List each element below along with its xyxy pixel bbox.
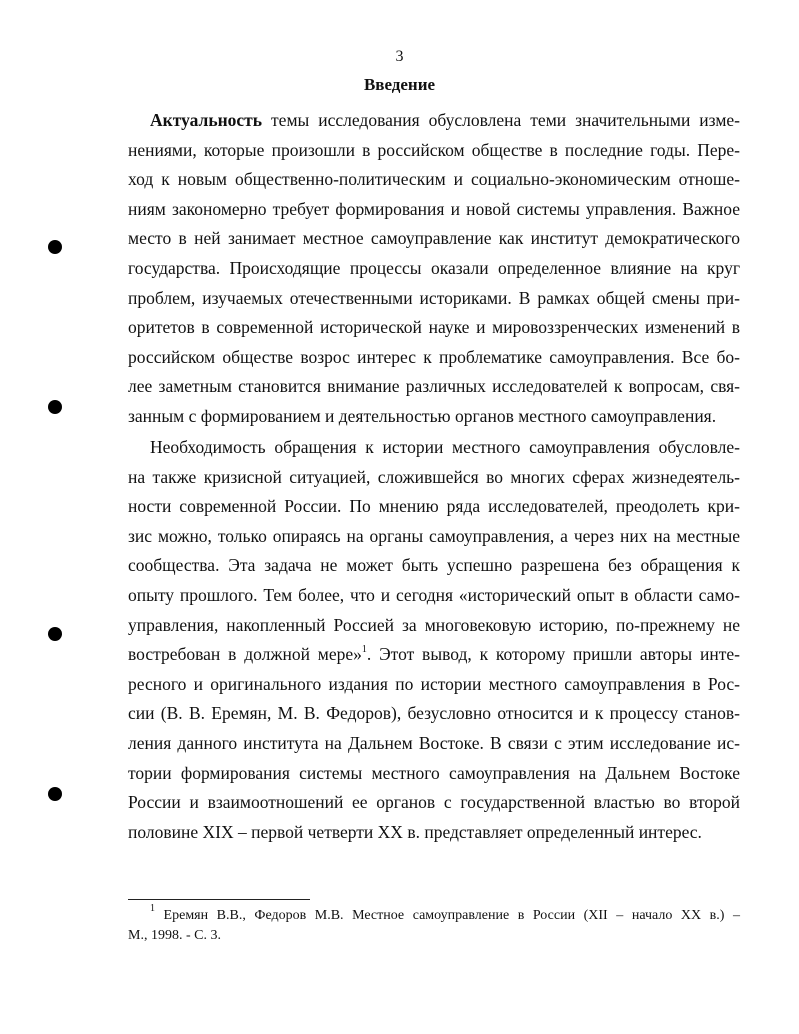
text-line: России и взаимоотношений ее органов с государственной властью во второй [128, 792, 740, 813]
text-line: управления, накопленный Россией за многовековую историю, по-прежнему не [128, 614, 740, 635]
text-line: ресного и оригинального издания по истории местного самоуправления в Рос- [128, 673, 740, 694]
text-line: сообщества. Эта задача не может быть успешно разрешена без обращения к [128, 555, 740, 576]
paragraph-necessity [128, 433, 740, 847]
text-line: ности современной России. По мнению ряда исследователей, преодолеть кри- [128, 496, 740, 517]
text-line: российском обществе возрос интерес к проблематике самоуправления. Все бо- [128, 346, 740, 367]
text-line: востребован в должной мере»$^1$. Этот вывод, к которому пришли авторы инте- [128, 644, 740, 665]
text-line: на также кризисной ситуацией, сложившейся во многих сферах жизнедеятель- [128, 466, 740, 487]
text-line: Актуальность темы исследования обусловлена теми значительными изме- [150, 110, 740, 130]
text-line: ления данного института на Дальнем Востоке. В связи с этим исследование ис- [128, 732, 740, 753]
text-line: Необходимость обращения к истории местного самоуправления обусловле- [150, 437, 740, 457]
footnote [128, 903, 740, 946]
text-line: половине XIX – первой четверти XX в. представляет определенный интерес. [128, 821, 702, 842]
text-line: сии (В. В. Еремян, М. В. Федоров), безусловно относится и к процессу станов- [128, 703, 740, 724]
section-heading: Введение [363, 75, 436, 94]
footnote-line: $^1$ Еремян В.В., Федоров М.В. Местное самоуправление в России (XII – начало XX в.) – [150, 903, 740, 923]
page-number: 3 [395, 48, 404, 65]
text-line: проблем, изучаемых отечественными историками. В рамках общей смены при- [128, 287, 740, 308]
text-line: опыту прошлого. Тем более, что и сегодня «исторический опыт в области само- [128, 584, 740, 605]
footnote-separator [128, 899, 310, 900]
text-line: зис можно, только опираясь на органы самоуправления, а через них на местные [128, 525, 740, 546]
text-line: тории формирования системы местного самоуправления на Дальнем Востоке [128, 762, 740, 783]
binder-hole-mark [48, 400, 62, 414]
text-line: государства. Происходящие процессы оказали определенное влияние на круг [128, 257, 740, 278]
text-line: занным с формированием и деятельностью органов местного самоуправления. [128, 405, 717, 426]
text-line: место в ней занимает местное самоуправление как институт демократического [128, 228, 740, 249]
footnote-marker: 1 [150, 903, 155, 914]
text-line: оритетов в современной исторической науке и мировоззренческих изменений в [128, 317, 740, 338]
text-line: ниям закономерно требует формирования и новой системы управления. Важное [128, 198, 740, 219]
binder-hole-mark [48, 787, 62, 801]
text-line: лее заметным становится внимание различных исследователей к вопросам, свя- [128, 376, 740, 397]
text-line: ход к новым общественно-политическим и социально-экономическим отноше- [128, 169, 740, 190]
footnote-reference[interactable]: 1 [361, 644, 367, 656]
paragraph-relevance [128, 106, 740, 432]
text-line: нениями, которые произошли в российском обществе в последние годы. Пере- [128, 139, 740, 160]
footnote-line: М., 1998. - С. 3. [128, 928, 221, 943]
bold-term: Актуальность [150, 110, 263, 130]
binder-hole-mark [48, 627, 62, 641]
binder-hole-mark [48, 240, 62, 254]
